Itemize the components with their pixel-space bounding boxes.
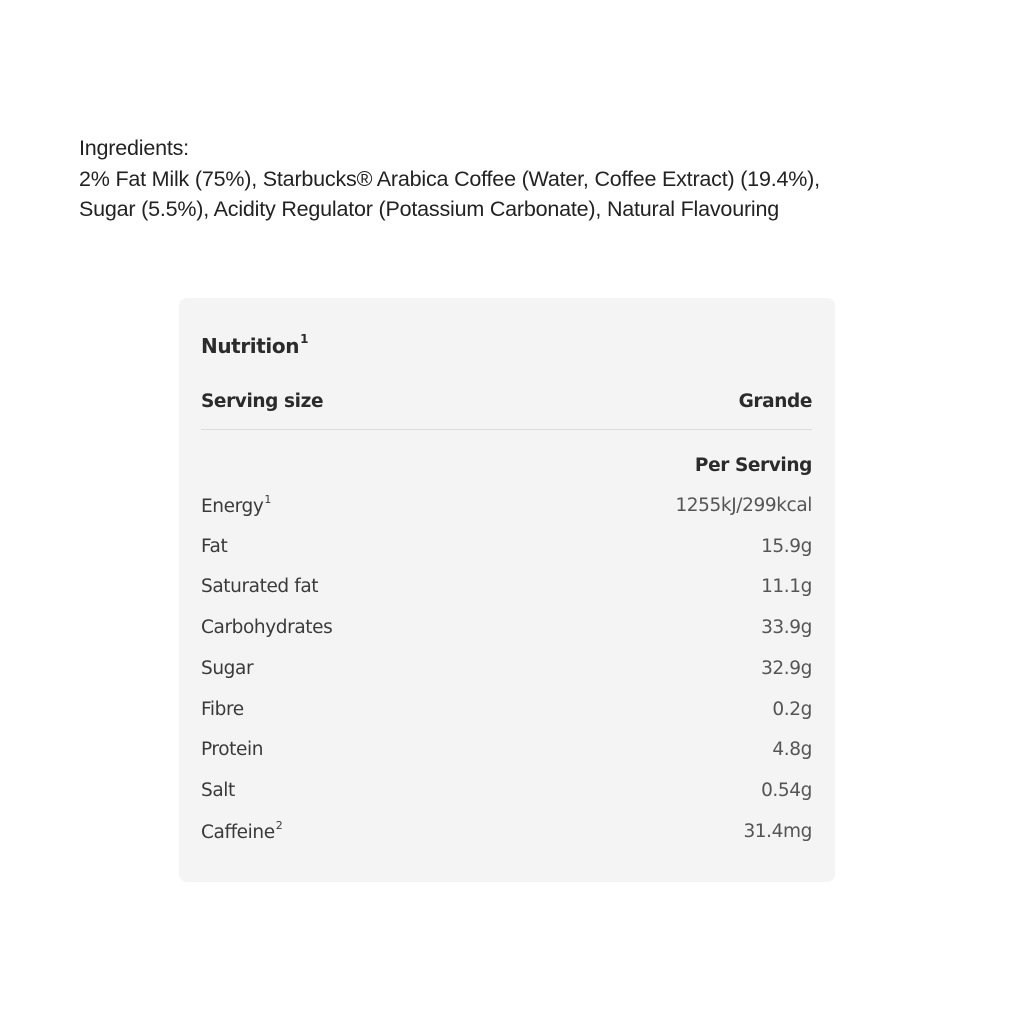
nutrient-value: 0.54g bbox=[761, 779, 812, 801]
nutrition-panel-inner bbox=[201, 298, 812, 882]
nutrition-title-footnote: 1 bbox=[300, 332, 309, 347]
nutrient-label bbox=[201, 658, 253, 679]
nutrient-label bbox=[201, 699, 244, 720]
nutrient-label-text: Sugar bbox=[201, 657, 254, 679]
nutrient-row bbox=[201, 495, 812, 525]
nutrient-value: 33.9g bbox=[761, 617, 812, 639]
nutrient-label bbox=[201, 536, 227, 557]
nutrient-row bbox=[201, 818, 812, 851]
ingredients-block bbox=[79, 133, 999, 225]
nutrient-row bbox=[201, 658, 812, 688]
nutrition-panel bbox=[179, 298, 835, 882]
per-serving-header: Per Serving bbox=[694, 455, 812, 476]
nutrient-row bbox=[201, 739, 812, 769]
nutrient-label-text: Energy bbox=[201, 496, 264, 518]
nutrient-value: 32.9g bbox=[761, 657, 812, 679]
nutrient-value: 31.4mg bbox=[743, 820, 812, 842]
column-header-row bbox=[201, 455, 812, 485]
nutrient-row bbox=[201, 699, 812, 729]
nutrient-row bbox=[201, 617, 812, 647]
nutrient-label bbox=[201, 818, 283, 843]
nutrient-value: 15.9g bbox=[761, 535, 812, 557]
nutrient-value: 0.2g bbox=[772, 698, 812, 720]
nutrient-label-text: Caffeine bbox=[201, 821, 275, 843]
nutrient-value: 1255kJ/299kcal bbox=[675, 495, 812, 516]
nutrient-label-text: Protein bbox=[201, 739, 264, 761]
nutrient-label bbox=[201, 739, 263, 760]
nutrient-row bbox=[201, 536, 812, 566]
serving-divider bbox=[201, 429, 812, 430]
serving-size-label: Serving size bbox=[201, 391, 324, 412]
nutrient-footnote: 2 bbox=[275, 818, 283, 832]
ingredients-heading: Ingredients: bbox=[79, 136, 189, 160]
serving-size-value: Grande bbox=[738, 391, 812, 412]
nutrient-row bbox=[201, 780, 812, 810]
nutrient-label-text: Carbohydrates bbox=[201, 617, 333, 639]
ingredients-line-1: 2% Fat Milk (75%), Starbucks® Arabica Coffee (Water, Coffee Extract) (19.4%), bbox=[79, 166, 820, 191]
ingredients-line-2: Sugar (5.5%), Acidity Regulator (Potassium Carbonate), Natural Flavouring bbox=[79, 197, 780, 221]
nutrient-label bbox=[201, 576, 318, 597]
nutrient-label bbox=[201, 780, 235, 801]
nutrient-value: 4.8g bbox=[772, 739, 812, 761]
nutrient-label bbox=[201, 495, 271, 517]
nutrient-label-text: Fat bbox=[201, 535, 228, 557]
nutrient-label bbox=[201, 617, 332, 638]
nutrient-row bbox=[201, 576, 812, 606]
nutrient-value: 11.1g bbox=[761, 576, 812, 598]
nutrient-label-text: Saturated fat bbox=[201, 576, 319, 598]
nutrient-label-text: Salt bbox=[201, 779, 235, 801]
serving-size-row bbox=[201, 391, 812, 421]
nutrition-title bbox=[201, 334, 308, 358]
nutrient-label-text: Fibre bbox=[201, 698, 244, 720]
nutrition-title-text: Nutrition bbox=[201, 334, 300, 358]
nutrient-footnote: 1 bbox=[264, 493, 271, 506]
